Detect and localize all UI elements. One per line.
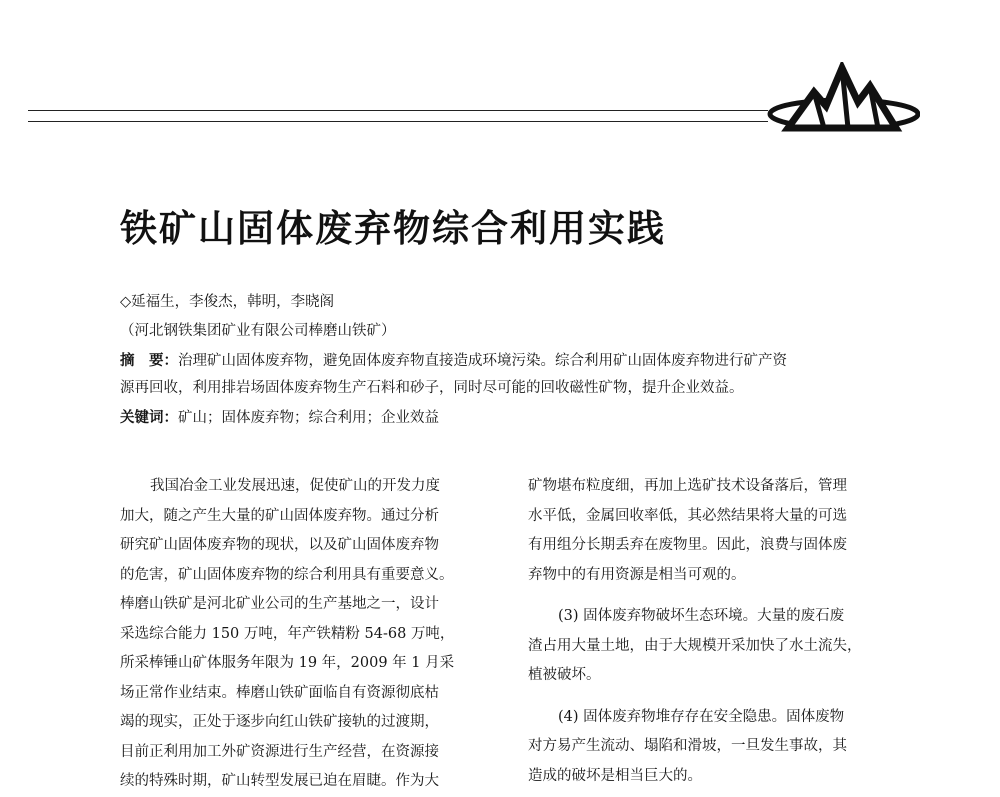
header-rule-lower [28, 121, 768, 122]
body-line: (3) 固体废弃物破坏生态环境。大量的废石废 [558, 608, 845, 624]
body-column-left [120, 472, 495, 797]
body-line: 造成的破坏是相当巨大的。 [528, 767, 702, 784]
body-line: 水平低，金属回收率低，其必然结果将大量的可选 [528, 507, 847, 524]
body-line: (4) 固体废弃物堆存存在安全隐患。固体废物 [558, 708, 845, 725]
body-line: 我国冶金工业发展迅速，促使矿山的开发力度 [150, 478, 440, 494]
body-line: 植被破坏。 [528, 667, 601, 683]
header-rule-upper [28, 110, 768, 111]
body-line: 有用组分长期丢弃在废物里。因此，浪费与固体废 [528, 537, 847, 553]
body-column-right [528, 472, 903, 791]
body-line: 渣占用大量土地，由于大规模开采加快了水土流失， [528, 637, 862, 654]
abstract-line-2: 源再回收，利用排岩场固体废弃物生产石料和砂子，同时尽可能的回收磁性矿物，提升企业效益。 [120, 380, 744, 396]
keywords-label: 关键词： [120, 410, 178, 426]
body-line: 目前正利用加工外矿资源进行生产经营，在资源接 [120, 743, 439, 760]
body-line: 场正常作业结束。棒磨山铁矿面临自有资源彻底枯 [120, 684, 439, 701]
body-line: 续的特殊时期，矿山转型发展已迫在眉睫。作为大 [120, 773, 439, 789]
mountain-logo-icon [760, 62, 920, 142]
body-line: 所采棒锤山矿体服务年限为 19 年，2009 年 1 月采 [120, 655, 455, 671]
affiliation: （河北钢铁集团矿业有限公司棒磨山铁矿） [120, 323, 396, 339]
body-line: 棒磨山铁矿是河北矿业公司的生产基地之一，设计 [120, 596, 439, 612]
author-list: ◇延福生，李俊杰，韩明，李晓阁 [120, 294, 335, 310]
body-line: 采选综合能力 150 万吨，年产铁精粉 54-68 万吨， [120, 625, 455, 642]
abstract [120, 348, 920, 402]
body-line: 竭的现实，正处于逐步向红山铁矿接轨的过渡期， [120, 714, 439, 730]
body-line: 的危害，矿山固体废弃物的综合利用具有重要意义。 [120, 566, 454, 583]
abstract-line-1 [120, 348, 920, 375]
body-line: 加大，随之产生大量的矿山固体废弃物。通过分析 [120, 507, 439, 524]
keywords-text: 矿山；固体废弃物；综合利用；企业效益 [178, 410, 439, 426]
body-line: 弃物中的有用资源是相当可观的。 [528, 566, 746, 583]
body-line: 矿物堪布粒度细，再加上选矿技术设备落后，管理 [528, 478, 847, 494]
keywords [120, 406, 439, 427]
abstract-text-1: 治理矿山固体废弃物，避免固体废弃物直接造成环境污染。综合利用矿山固体废弃物进行矿产资 [178, 353, 787, 369]
abstract-label: 摘 要： [120, 353, 178, 369]
body-line: 研究矿山固体废弃物的现状，以及矿山固体废弃物 [120, 537, 439, 553]
article-title: 铁矿山固体废弃物综合利用实践 [120, 207, 666, 250]
body-line: 对方易产生流动、塌陷和滑坡，一旦发生事故，其 [528, 738, 847, 754]
